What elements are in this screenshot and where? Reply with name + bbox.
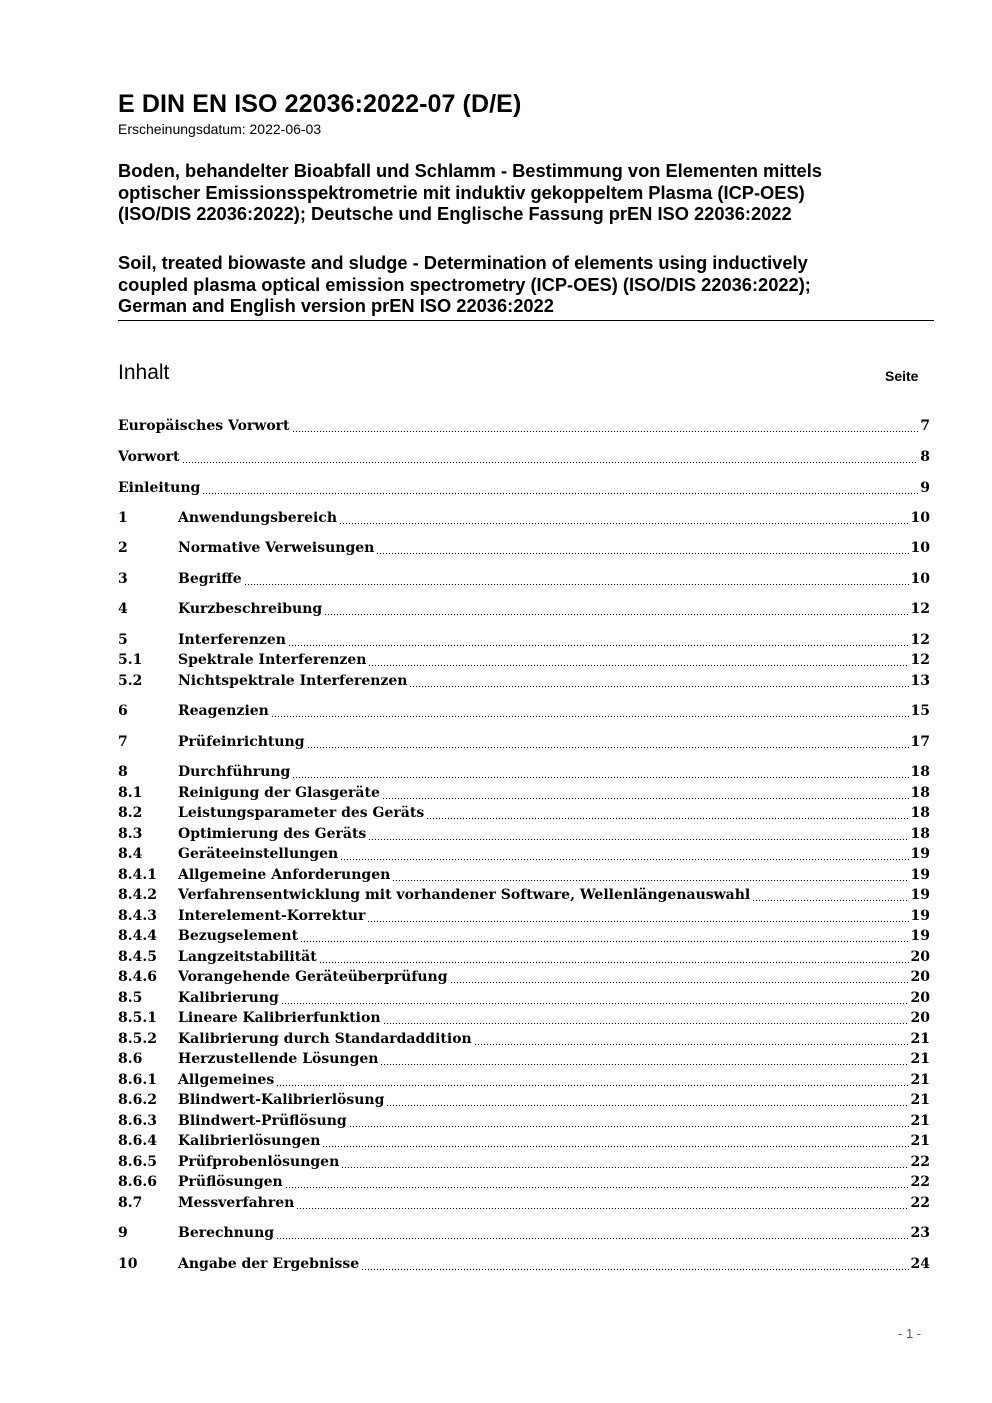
toc-dot-leader bbox=[339, 510, 909, 528]
toc-dot-leader bbox=[474, 1031, 909, 1049]
toc-entry-number: 8.6.5 bbox=[118, 1154, 157, 1170]
toc-dot-leader bbox=[292, 764, 908, 782]
document-id: E DIN EN ISO 22036:2022-07 (D/E) bbox=[118, 90, 522, 118]
toc-entry-number: 8.6.4 bbox=[118, 1133, 157, 1149]
toc-dot-leader bbox=[450, 969, 909, 987]
toc-entry[interactable] bbox=[118, 571, 930, 589]
toc-entry-title: Prüfeinrichtung bbox=[178, 734, 305, 750]
toc-entry[interactable] bbox=[118, 764, 930, 782]
toc-entry-page: 19 bbox=[910, 846, 930, 862]
toc-entry-title: Europäisches Vorwort bbox=[118, 418, 290, 434]
title-english bbox=[118, 252, 918, 317]
toc-dot-leader bbox=[382, 785, 909, 803]
toc-entry-number: 5.2 bbox=[118, 673, 143, 689]
toc-entry-title: Kalibrierlösungen bbox=[178, 1133, 321, 1149]
toc-entry-page: 18 bbox=[910, 805, 930, 821]
toc-entry-title: Vorwort bbox=[118, 449, 180, 465]
toc-entry-page: 21 bbox=[910, 1092, 930, 1108]
toc-entry-title: Durchführung bbox=[178, 764, 291, 780]
title-english-line: German and English version prEN ISO 22036:2022 bbox=[118, 295, 554, 316]
toc-entry[interactable] bbox=[118, 1072, 930, 1090]
toc-entry[interactable] bbox=[118, 632, 930, 650]
toc-entry[interactable] bbox=[118, 867, 930, 885]
toc-entry-number: 1 bbox=[118, 510, 128, 526]
toc-entry-page: 18 bbox=[910, 785, 930, 801]
toc-entry-number: 8.4.3 bbox=[118, 908, 157, 924]
toc-dot-leader bbox=[392, 867, 908, 885]
toc-entry-title: Nichtspektrale Interferenzen bbox=[178, 673, 408, 689]
toc-entry-title: Langzeitstabilität bbox=[178, 949, 317, 965]
toc-entry-number: 8.4.6 bbox=[118, 969, 157, 985]
toc-entry[interactable] bbox=[118, 480, 930, 498]
toc-entry[interactable] bbox=[118, 673, 930, 691]
toc-entry-number: 8.5.1 bbox=[118, 1010, 157, 1026]
toc-entry-number: 8.2 bbox=[118, 805, 143, 821]
toc-entry[interactable] bbox=[118, 1174, 930, 1192]
toc-entry[interactable] bbox=[118, 949, 930, 967]
toc-dot-leader bbox=[307, 734, 909, 752]
toc-entry[interactable] bbox=[118, 1051, 930, 1069]
toc-entry-page: 19 bbox=[910, 928, 930, 944]
title-german-line: optischer Emissionsspektrometrie mit induktiv gekoppeltem Plasma (ICP-OES) bbox=[118, 181, 805, 203]
toc-entry[interactable] bbox=[118, 652, 930, 670]
toc-entry-page: 12 bbox=[910, 652, 930, 668]
toc-entry-title: Allgemeines bbox=[178, 1072, 275, 1088]
toc-dot-leader bbox=[276, 1072, 908, 1090]
toc-entry-number: 8.4.1 bbox=[118, 867, 157, 883]
toc-entry-number: 8.5.2 bbox=[118, 1031, 157, 1047]
page-column-label: Seite bbox=[885, 368, 919, 384]
toc-entry-page: 21 bbox=[910, 1113, 930, 1129]
toc-entry-number: 4 bbox=[118, 601, 128, 617]
toc-entry-page: 12 bbox=[910, 632, 930, 648]
toc-dot-leader bbox=[383, 1010, 909, 1028]
title-english-line: coupled plasma optical emission spectrometry (ICP-OES) (ISO/DIS 22036:2022); bbox=[118, 273, 811, 295]
toc-entry-number: 5.1 bbox=[118, 652, 143, 668]
toc-dot-leader bbox=[281, 990, 909, 1008]
toc-entry-title: Geräteeinstellungen bbox=[178, 846, 339, 862]
toc-dot-leader bbox=[368, 826, 908, 844]
header-divider bbox=[118, 320, 934, 321]
toc-entry-page: 23 bbox=[910, 1225, 930, 1241]
toc-entry-page: 17 bbox=[910, 734, 930, 750]
toc-entry[interactable] bbox=[118, 785, 930, 803]
toc-entry-number: 8.7 bbox=[118, 1195, 143, 1211]
toc-dot-leader bbox=[361, 1256, 908, 1274]
toc-entry-number: 6 bbox=[118, 703, 128, 719]
toc-dot-leader bbox=[271, 703, 909, 721]
toc-entry-page: 22 bbox=[910, 1195, 930, 1211]
toc-entry-title: Bezugselement bbox=[178, 928, 299, 944]
title-english-line: Soil, treated biowaste and sludge - Determination of elements using inductively bbox=[118, 252, 808, 273]
toc-entry[interactable] bbox=[118, 908, 930, 926]
toc-entry-title: Spektrale Interferenzen bbox=[178, 652, 367, 668]
toc-dot-leader bbox=[202, 480, 918, 498]
toc-entry-title: Leistungsparameter des Geräts bbox=[178, 805, 425, 821]
toc-entry-number: 8.4.5 bbox=[118, 949, 157, 965]
toc-entry-number: 8.4.4 bbox=[118, 928, 157, 944]
toc-entry[interactable] bbox=[118, 1010, 930, 1028]
title-german bbox=[118, 160, 918, 225]
toc-entry-title: Normative Verweisungen bbox=[178, 540, 375, 556]
toc-entry[interactable] bbox=[118, 1031, 930, 1049]
toc-entry-page: 21 bbox=[910, 1072, 930, 1088]
toc-entry[interactable] bbox=[118, 449, 930, 467]
toc-entry-page: 8 bbox=[920, 449, 930, 465]
toc-entry-number: 2 bbox=[118, 540, 128, 556]
toc-entry-number: 10 bbox=[118, 1256, 138, 1272]
toc-entry-page: 18 bbox=[910, 826, 930, 842]
toc-entry-page: 13 bbox=[910, 673, 930, 689]
toc-entry-title: Prüfprobenlösungen bbox=[178, 1154, 340, 1170]
toc-dot-leader bbox=[322, 1133, 908, 1151]
toc-entry-number: 8.5 bbox=[118, 990, 143, 1006]
toc-entry[interactable] bbox=[118, 510, 930, 528]
toc-entry-page: 20 bbox=[910, 1010, 930, 1026]
toc-entry-title: Optimierung des Geräts bbox=[178, 826, 367, 842]
toc-dot-leader bbox=[276, 1225, 908, 1243]
toc-dot-leader bbox=[368, 652, 908, 670]
toc-entry-title: Blindwert-Kalibrierlösung bbox=[178, 1092, 385, 1108]
publication-date: Erscheinungsdatum: 2022-06-03 bbox=[118, 121, 322, 137]
toc-dot-leader bbox=[340, 846, 908, 864]
toc-entry-number: 8.4.2 bbox=[118, 887, 157, 903]
toc-entry-page: 24 bbox=[910, 1256, 930, 1272]
toc-entry-page: 12 bbox=[910, 601, 930, 617]
toc-entry-title: Interferenzen bbox=[178, 632, 286, 648]
toc-entry[interactable] bbox=[118, 418, 930, 436]
toc-dot-leader bbox=[288, 632, 909, 650]
contents-heading: Inhalt bbox=[118, 361, 170, 384]
toc-entry-page: 22 bbox=[910, 1154, 930, 1170]
toc-entry-title: Interelement-Korrektur bbox=[178, 908, 366, 924]
toc-dot-leader bbox=[244, 571, 909, 589]
toc-entry-page: 10 bbox=[910, 571, 930, 587]
toc-entry-title: Anwendungsbereich bbox=[178, 510, 337, 526]
toc-dot-leader bbox=[367, 908, 908, 926]
toc-entry-number: 8.1 bbox=[118, 785, 143, 801]
toc-entry[interactable] bbox=[118, 1092, 930, 1110]
toc-entry-title: Reagenzien bbox=[178, 703, 269, 719]
toc-entry-page: 19 bbox=[910, 867, 930, 883]
toc-entry-number: 8.3 bbox=[118, 826, 143, 842]
toc-entry-number: 9 bbox=[118, 1225, 128, 1241]
toc-entry-page: 20 bbox=[910, 969, 930, 985]
toc-entry[interactable] bbox=[118, 734, 930, 752]
toc-dot-leader bbox=[409, 673, 908, 691]
toc-entry[interactable] bbox=[118, 846, 930, 864]
toc-entry[interactable] bbox=[118, 1133, 930, 1151]
toc-entry-page: 21 bbox=[910, 1051, 930, 1067]
page-number: - 1 - bbox=[898, 1326, 922, 1341]
toc-dot-leader bbox=[324, 601, 908, 619]
toc-dot-leader bbox=[182, 449, 919, 467]
toc-entry[interactable] bbox=[118, 601, 930, 619]
toc-dot-leader bbox=[752, 887, 908, 905]
toc-entry-title: Allgemeine Anforderungen bbox=[178, 867, 391, 883]
toc-dot-leader bbox=[285, 1174, 909, 1192]
title-german-line: Boden, behandelter Bioabfall und Schlamm - Bestimmung von Elementen mittels bbox=[118, 160, 822, 181]
toc-entry-page: 19 bbox=[910, 908, 930, 924]
toc-entry-number: 7 bbox=[118, 734, 128, 750]
toc-entry-title: Blindwert-Prüflösung bbox=[178, 1113, 347, 1129]
toc-entry-page: 21 bbox=[910, 1133, 930, 1149]
toc-dot-leader bbox=[296, 1195, 908, 1213]
toc-dot-leader bbox=[376, 540, 908, 558]
toc-entry-page: 22 bbox=[910, 1174, 930, 1190]
toc-entry-number: 8.6.1 bbox=[118, 1072, 157, 1088]
toc-entry-page: 21 bbox=[910, 1031, 930, 1047]
toc-entry-page: 10 bbox=[910, 540, 930, 556]
toc-entry-title: Verfahrensentwicklung mit vorhandener Software, Wellenlängenauswahl bbox=[178, 887, 751, 903]
toc-entry-number: 3 bbox=[118, 571, 128, 587]
toc-entry-number: 8 bbox=[118, 764, 128, 780]
toc-entry-title: Lineare Kalibrierfunktion bbox=[178, 1010, 381, 1026]
toc-dot-leader bbox=[349, 1113, 909, 1131]
toc-entry-title: Reinigung der Glasgeräte bbox=[178, 785, 380, 801]
toc-entry-number: 8.6.2 bbox=[118, 1092, 157, 1108]
toc-entry[interactable] bbox=[118, 990, 930, 1008]
toc-dot-leader bbox=[300, 928, 908, 946]
toc-entry[interactable] bbox=[118, 540, 930, 558]
toc-dot-leader bbox=[380, 1051, 908, 1069]
toc-entry-title: Berechnung bbox=[178, 1225, 275, 1241]
toc-dot-leader bbox=[319, 949, 909, 967]
toc-entry-title: Messverfahren bbox=[178, 1195, 295, 1211]
toc-entry-title: Vorangehende Geräteüberprüfung bbox=[178, 969, 448, 985]
toc-dot-leader bbox=[426, 805, 908, 823]
toc-entry-number: 8.6.6 bbox=[118, 1174, 157, 1190]
toc-entry-page: 9 bbox=[920, 480, 930, 496]
title-german-line: (ISO/DIS 22036:2022); Deutsche und Englische Fassung prEN ISO 22036:2022 bbox=[118, 203, 792, 224]
toc-entry[interactable] bbox=[118, 703, 930, 721]
toc-entry-number: 8.4 bbox=[118, 846, 143, 862]
toc-entry-page: 10 bbox=[910, 510, 930, 526]
toc-entry-page: 20 bbox=[910, 990, 930, 1006]
toc-entry[interactable] bbox=[118, 887, 930, 905]
toc-entry[interactable] bbox=[118, 1195, 930, 1213]
toc-entry-title: Einleitung bbox=[118, 480, 201, 496]
toc-entry-number: 8.6 bbox=[118, 1051, 143, 1067]
toc-entry-page: 15 bbox=[910, 703, 930, 719]
toc-entry-title: Herzustellende Lösungen bbox=[178, 1051, 379, 1067]
toc-entry[interactable] bbox=[118, 1113, 930, 1131]
toc-entry[interactable] bbox=[118, 826, 930, 844]
toc-entry-title: Prüflösungen bbox=[178, 1174, 283, 1190]
toc-entry-title: Begriffe bbox=[178, 571, 242, 587]
toc-dot-leader bbox=[341, 1154, 908, 1172]
toc-dot-leader bbox=[386, 1092, 908, 1110]
toc-entry-page: 18 bbox=[910, 764, 930, 780]
toc-entry-title: Kalibrierung durch Standardaddition bbox=[178, 1031, 472, 1047]
toc-dot-leader bbox=[292, 418, 919, 436]
toc-entry-number: 5 bbox=[118, 632, 128, 648]
toc-entry[interactable] bbox=[118, 1154, 930, 1172]
toc-entry-title: Angabe der Ergebnisse bbox=[178, 1256, 360, 1272]
toc-entry[interactable] bbox=[118, 1256, 930, 1274]
toc-entry-page: 7 bbox=[920, 418, 930, 434]
toc-entry-page: 20 bbox=[910, 949, 930, 965]
toc-entry-page: 19 bbox=[910, 887, 930, 903]
toc-entry-title: Kurzbeschreibung bbox=[178, 601, 323, 617]
toc-entry[interactable] bbox=[118, 1225, 930, 1243]
toc-entry[interactable] bbox=[118, 969, 930, 987]
toc-entry-title: Kalibrierung bbox=[178, 990, 279, 1006]
toc-entry-number: 8.6.3 bbox=[118, 1113, 157, 1129]
toc-entry[interactable] bbox=[118, 928, 930, 946]
toc-entry[interactable] bbox=[118, 805, 930, 823]
